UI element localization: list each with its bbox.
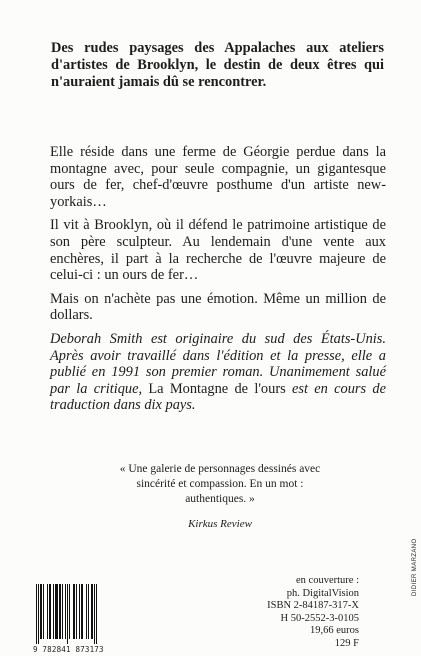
barcode-bar	[88, 584, 89, 639]
price-euros: 19,66 euros	[310, 625, 359, 637]
barcode-bar	[94, 584, 95, 644]
barcode-digits: 9 782841 873173	[33, 645, 104, 654]
barcode-bar	[69, 584, 70, 639]
press-quote	[105, 462, 335, 532]
barcode-bar	[62, 584, 63, 639]
barcode-bar	[91, 584, 93, 639]
barcode-bar	[65, 584, 66, 639]
credit-cover: en couverture :	[296, 575, 359, 586]
quote-text: « Une galerie de personnages dessinés avec sincérité et compassion. En un mot : authentiques. »	[119, 463, 321, 505]
headline: Des rudes paysages des Appalaches aux ateliers d'artistes de Brooklyn, le destin de deux êtres qui n'auraient jamais dû se rencontrer.	[51, 40, 384, 90]
synopsis	[50, 144, 386, 421]
barcode-bar	[43, 584, 44, 639]
vertical-credit: DIDIER MARZANO	[412, 538, 418, 596]
isbn: ISBN 2-84187-317-X	[267, 600, 359, 612]
barcode-bar	[96, 584, 97, 644]
price-francs: 129 F	[334, 637, 359, 649]
barcode-bar	[47, 584, 48, 639]
paragraph-3: Mais on n'achète pas une émotion. Même un million de dollars.	[50, 290, 386, 324]
barcode-bar	[49, 584, 51, 639]
barcode-bar	[59, 584, 61, 639]
quote-source: Kirkus Review	[188, 518, 252, 530]
credit-photo: ph. DigitalVision	[286, 587, 359, 599]
barcode-bars	[35, 584, 117, 644]
barcode-bar	[53, 584, 54, 639]
barcode	[35, 584, 117, 644]
paragraph-1: Elle réside dans une ferme de Géorgie perdue dans la montagne avec, pour seule compagnie, un gigantesque ours de fer, chef-d'œuvre posthume d'un artiste new-yorkais…	[50, 144, 386, 210]
barcode-bar	[38, 584, 39, 644]
product-code: H 50-2552-3-0105	[280, 612, 359, 624]
barcode-bar	[40, 584, 42, 639]
barcode-bar	[79, 584, 80, 639]
barcode-bar	[73, 584, 75, 639]
barcode-bar	[76, 584, 77, 639]
barcode-bar	[36, 584, 37, 644]
author-bio	[50, 331, 386, 414]
barcode-bar	[86, 584, 87, 639]
barcode-bar	[67, 584, 68, 644]
barcode-bar	[55, 584, 58, 639]
barcode-bar	[81, 584, 83, 639]
author-bio-part1: Deborah Smith est originaire du sud des États-Unis. Après avoir travaillé dans l'édition et la presse, elle a publié en 1991 son premier roman. Unanimement salué par la critique,	[50, 330, 386, 397]
book-title: La Montagne de l'ours	[148, 380, 286, 397]
credits	[219, 575, 359, 651]
paragraph-2: Il vit à Brooklyn, où il défend le patrimoine artistique de son père sculpteur. Au lendemain d'une vente aux enchères, il part à la recherche de l'œuvre majeure de celui-ci : un ours de fer…	[50, 217, 386, 284]
author-bio-part2: est en cours de traduction dans dix pays.	[50, 380, 386, 414]
